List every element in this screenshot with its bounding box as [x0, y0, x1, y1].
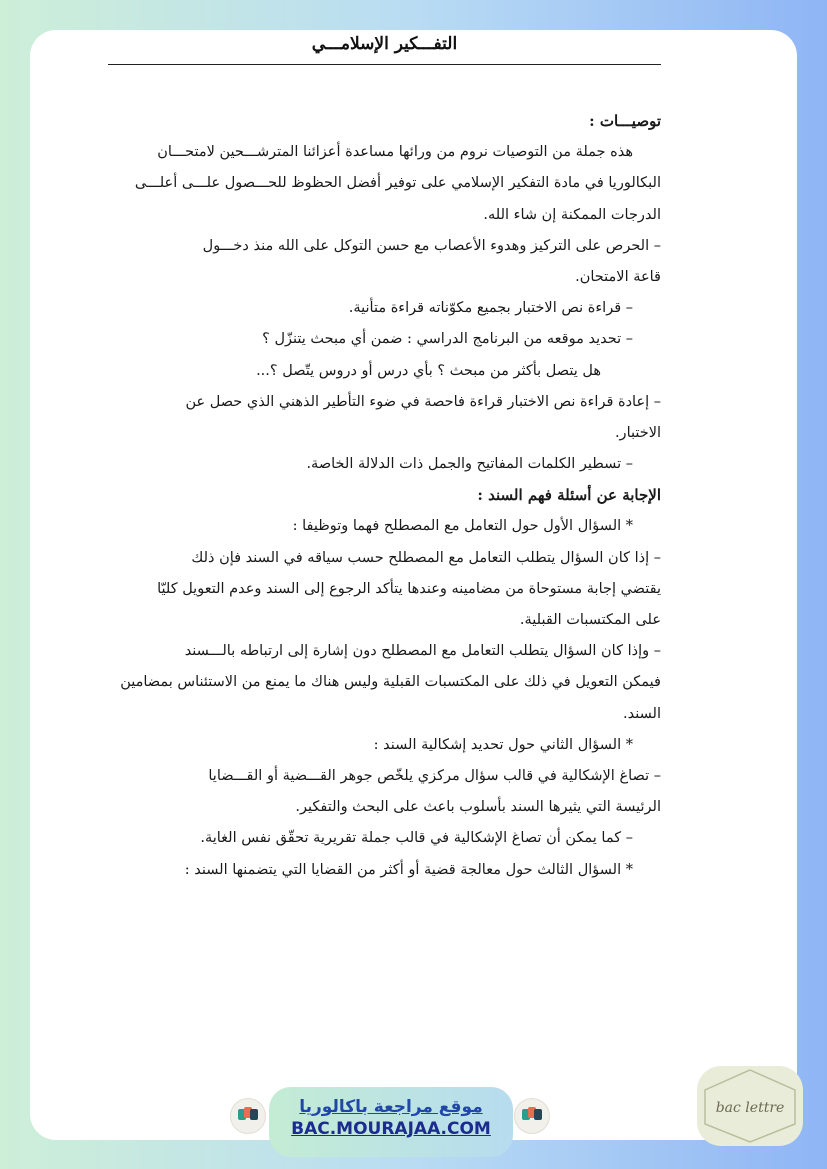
list-item-line: – قراءة نص الاختبار بجميع مكوّناته قراءة متأنية.: [348, 300, 633, 317]
list-item-line: – إعادة قراءة نص الاختبار قراءة فاحصة في ضوء التأطير الذهني الذي حصل عن: [185, 393, 661, 410]
list-item-line: الاختبار.: [614, 424, 661, 441]
list-item-line: – تسطير الكلمات المفاتيح والجمل ذات الدلالة الخاصة.: [306, 456, 633, 473]
paragraph-line: – كما يمكن أن تصاغ الإشكالية في قالب جملة تقريرية تحقّق نفس الغاية.: [200, 830, 633, 847]
paragraph-line: على المكتسبات القبلية.: [519, 612, 661, 628]
document-body: [108, 106, 661, 886]
paragraph-line: فيمكن التعويل في ذلك على المكتسبات القبلية وليس هناك ما يمنع من الاستئناس بمضامين: [120, 674, 661, 691]
paragraph-line: – وإذا كان السؤال يتطلب التعامل مع المصطلح دون إشارة إلى ارتباطه بالـــسند: [184, 643, 661, 660]
section-heading-recommendations: توصيـــات :: [589, 112, 661, 130]
paragraph-line: يقتضي إجابة مستوحاة من مضامينه وعندها يتأكد الرجوع إلى السند وعدم التعويل كليّا: [157, 580, 661, 597]
header-divider: [108, 64, 661, 65]
question-line: * السؤال الثالث حول معالجة قضية أو أكثر من القضايا التي يتضمنها السند :: [184, 861, 633, 878]
paragraph-line: الرئيسة التي يثيرها السند بأسلوب باعث على البحث والتفكير.: [295, 799, 661, 816]
site-name-link[interactable]: موقع مراجعة باكالوريا: [299, 1097, 483, 1117]
question-line: * السؤال الثاني حول تحديد إشكالية السند :: [373, 736, 633, 753]
list-item-line: – تحديد موقعه من البرنامج الدراسي : ضمن أي مبحث يتنزّل ؟: [262, 331, 633, 348]
paragraph-line: – إذا كان السؤال يتطلب التعامل مع المصطلح حسب سياقه في السند فإن ذلك: [191, 549, 661, 566]
paragraph-line: الدرجات الممكنة إن شاء الله.: [483, 206, 661, 223]
bac-lettre-stamp-logo: [697, 1066, 803, 1146]
question-line: * السؤال الأول حول التعامل مع المصطلح فهما وتوظيفا :: [292, 518, 633, 535]
paragraph-line: هذه جملة من التوصيات نروم من ورائها مساعدة أعزائنا المترشـــحين لامتحـــان: [157, 144, 633, 161]
paragraph-line: البكالوريا في مادة التفكير الإسلامي على توفير أفضل الحظوظ للحـــصول علـــى أعلـــى: [134, 175, 661, 192]
site-logo-icon: [230, 1098, 266, 1134]
site-logo-icon: [514, 1098, 550, 1134]
list-item-line: – الحرص على التركيز وهدوء الأعصاب مع حسن التوكل على الله منذ دخـــول: [202, 237, 661, 254]
site-banner-link[interactable]: [269, 1087, 513, 1157]
site-url-link[interactable]: BAC.MOURAJAA.COM: [291, 1119, 491, 1139]
paragraph-line: – تصاغ الإشكالية في قالب سؤال مركزي يلخّص جوهر القـــضية أو القـــضايا: [208, 767, 661, 784]
page-title: التفـــكير الإسلامـــي: [311, 34, 458, 54]
paragraph-line: السند.: [623, 705, 661, 722]
svg-text:bac lettre: bac lettre: [715, 1100, 785, 1116]
list-item-line: هل يتصل بأكثر من مبحث ؟ بأي درس أو دروس يتّصل ؟...: [256, 362, 601, 379]
list-item-line: قاعة الامتحان.: [575, 268, 661, 285]
section-heading-answers: الإجابة عن أسئلة فهم السند :: [477, 486, 661, 505]
